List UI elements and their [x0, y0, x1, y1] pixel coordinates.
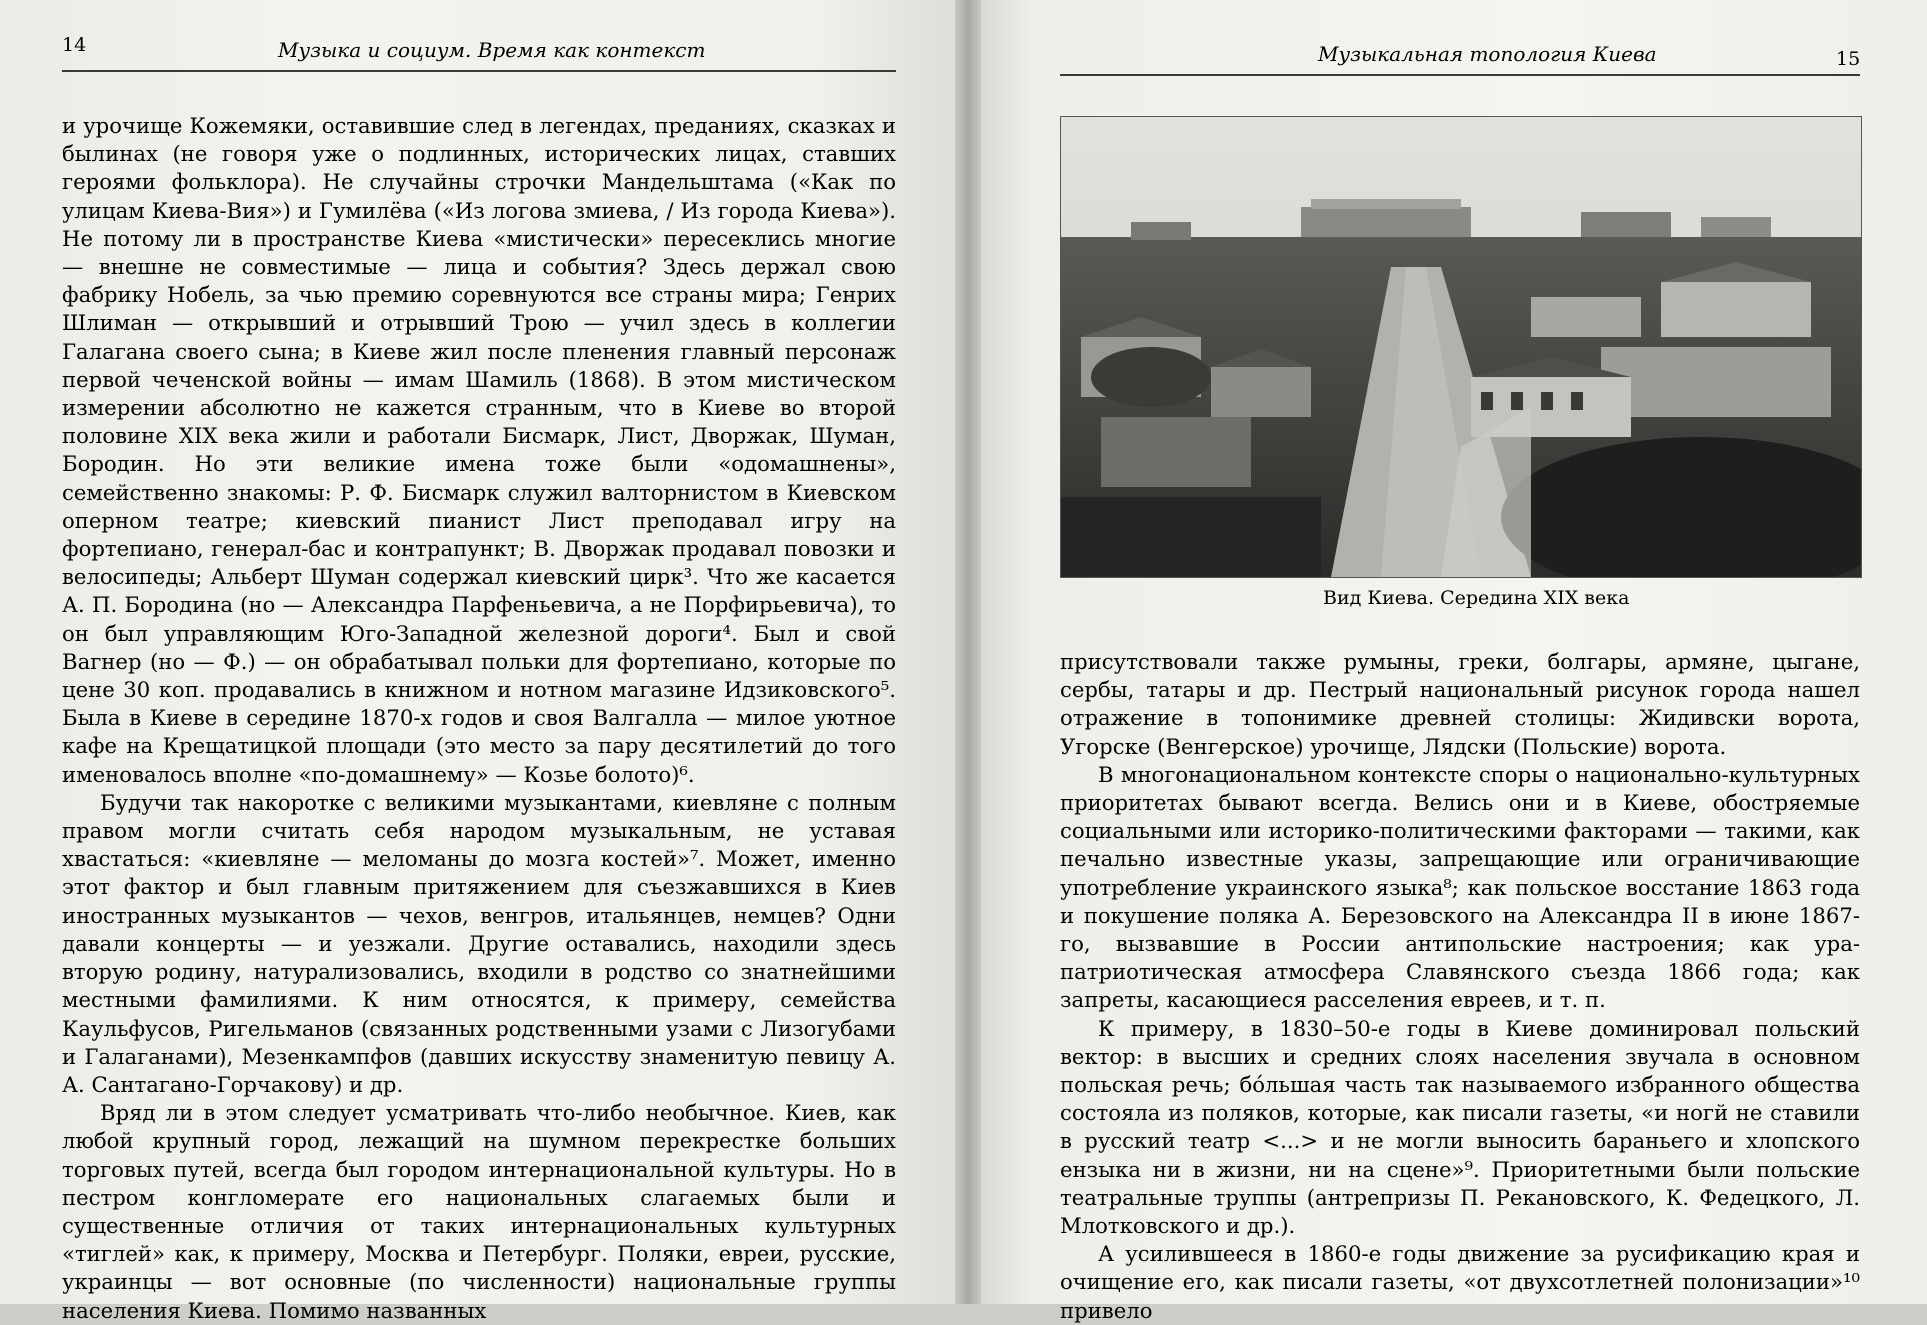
right-body-text	[1060, 648, 1860, 1325]
left-header-rule	[62, 70, 896, 72]
right-paragraph-1: присутствовали также румыны, греки, болгары, армяне, цыгане, сербы, татары и др. Пестрый национальный рисунок города нашел отражение в топонимике древней столицы: Жидивски ворота, Угорске (Венгерское) урочище, Лядски (Польские) ворота.	[1060, 649, 1860, 759]
left-paragraph-2: Будучи так накоротке с великими музыкантами, киевляне с полным правом могли считать себя народом музыкальным, не уставая хвастаться: «киевляне — меломаны до мозга костей»⁷. Может, именно этот фактор и был главным притяжением для съезжавшихся в Киев иностранных музыкантов — чехов, венгров, итальянцев, немцев? Одни давали концерты — и уезжали. Другие оставались, находили здесь вторую родину, натурализовались, входили в родство со знатнейшими местными фамилиями. К ним относятся, к примеру, семейства Каульфусов, Ригельманов (связанных родственными узами с Лизогубами и Галаганами), Мезенкампфов (давших искусству знаменитую певицу А. А. Сантагано-Горчакову) и др.	[62, 789, 896, 1097]
right-page-number: 15	[1836, 48, 1861, 70]
left-paragraph-1: и урочище Кожемяки, оставившие след в легендах, преданиях, сказках и былинах (не говоря уже о подлинных, исторических лицах, ставших героями фольклора). Не случайны строчки Мандельштама («Как по улицам Киева-Вия») и Гумилёва («Из логова змиева, / Из города Киева»). Не потому ли в пространстве Киева «мистически» пересеклись многие — внешне не совместимые — лица и события? Здесь держал свою фабрику Нобель, за чью премию соревнуются все страны мира; Генрих Шлиман — открывший и отрывший Трою — учил здесь в коллегии Галагана своего сына; в Киеве жил после пленения главный персонаж первой чеченской войны — имам Шамиль (1868). В этом мистическом измерении абсолютно не кажется странным, что в Киеве во второй половине XIX века жили и работали Бисмарк, Лист, Дворжак, Шуман, Бородин. Но эти великие имена тоже были «одомашнены», семейственно знакомы: Р. Ф. Бисмарк служил валторнистом в Киевском оперном театре; киевский пианист Лист преподавал игру на фортепиано, генерал-бас и контрапункт; В. Дворжак продавал повозки и велосипеды; Альберт Шуман содержал киевский цирк³. Что же касается А. П. Бородина (но — Александра Парфеньевича, а не Порфирьевича), то он был управляющим Юго-Западной железной дороги⁴. Был и свой Вагнер (но — Ф.) — он обрабатывал польки для фортепиано, которые по цене 30 коп. продавались в книжном и нотном магазине Идзиковского⁵. Была в Киеве в середине 1870-х годов и своя Валгалла — милое уютное кафе на Крещатицкой площади (это место за пару десятилетий до того именовалось вполне «по-домашнему» — Козье болото)⁶.	[62, 113, 896, 787]
right-header-rule	[1060, 74, 1860, 76]
right-paragraph-3: К примеру, в 1830–50-е годы в Киеве доминировал польский вектор: в высших и средних слоях населения звучала в основном польская речь; бóльшая часть так называемого избранного общества состояла из поляков, которые, как писали газеты, «и ногй не ставили в русский театр <...> и не могли выносить бараньего и хлопского ензыка ни в жизни, ни на сцене»⁹. Приоритетными были польские театральные труппы (антрепризы П. Рекановского, К. Федецкого, Л. Млотковского и др.).	[1060, 1015, 1860, 1239]
left-page-number: 14	[62, 34, 87, 56]
left-running-head: Музыка и социум. Время как контекст	[278, 38, 706, 62]
photo-caption: Вид Киева. Середина XIX века	[1323, 587, 1630, 609]
right-paragraph-2: В многонациональном контексте споры о национально-культурных приоритетах бывают всегда. Велись они и в Киеве, обостряемые социальными или историко-политическими факторами — такими, как печально известные указы, запрещающие или ограничивающие употребление украинского языка⁸; как польское восстание 1863 года и покушение поляка А. Березовского на Александра II в июне 1867-го, вызвавшие в России антипольские настроения; как ура-патриотическая атмосфера Славянского съезда 1866 года; как запреты, касающиеся расселения евреев, и т. п.	[1060, 761, 1860, 1013]
right-running-head: Музыкальная топология Киева	[1318, 42, 1657, 66]
left-paragraph-3: Вряд ли в этом следует усматривать что-либо необычное. Киев, как любой крупный город, лежащий на шумном перекрестке больших торговых путей, всегда был городом интернациональной культуры. Но в пестром конгломерате его национальных слагаемых были и существенные отличия от таких интернациональных культурных «тиглей» как, к примеру, Москва и Петербург. Поляки, евреи, русские, украинцы — вот основные (по численности) национальные группы населения Киева. Помимо названных	[62, 1100, 896, 1323]
left-body-text	[62, 112, 896, 1325]
book-gutter	[955, 0, 981, 1304]
kiev-view-photo	[1060, 116, 1862, 578]
kiev-panorama-illustration	[1061, 117, 1861, 577]
right-paragraph-4: А усилившееся в 1860-е годы движение за русификацию края и очищение его, как писали газеты, «от двухсотлетней полонизации»¹⁰ привело	[1060, 1241, 1860, 1323]
